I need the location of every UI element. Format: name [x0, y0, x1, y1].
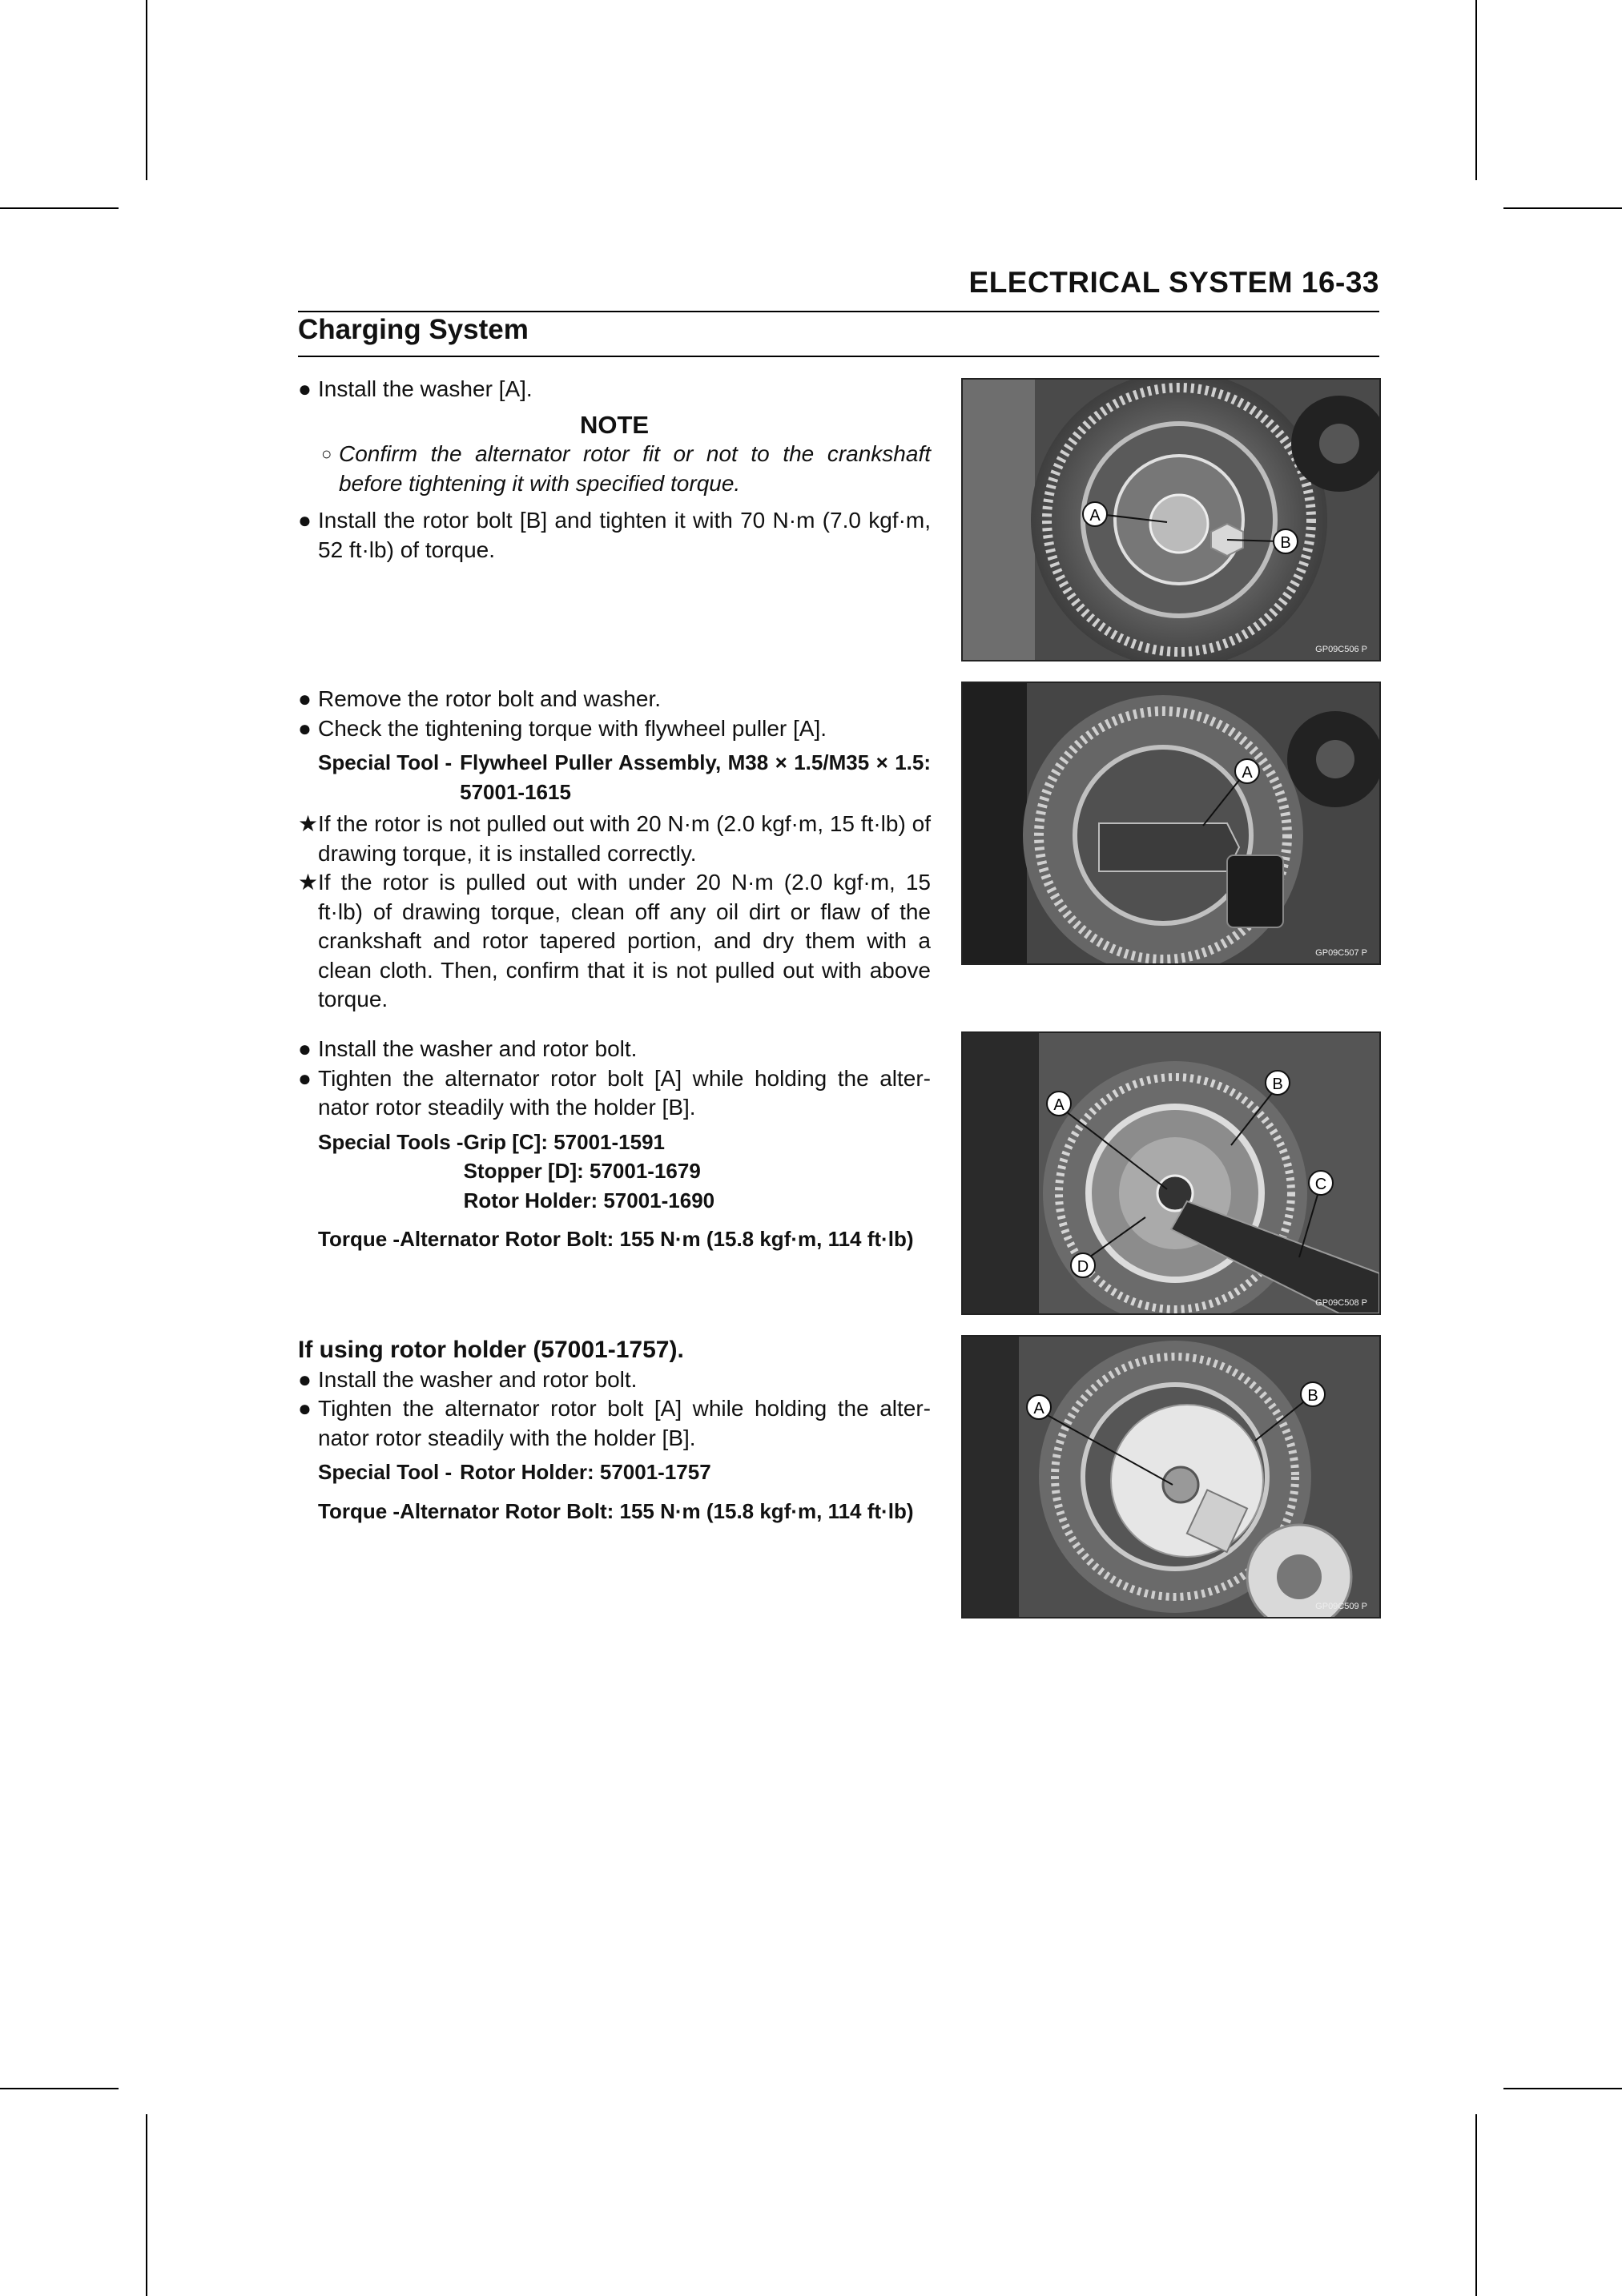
- crop-mark: [1503, 207, 1622, 209]
- step-rotor-holder-alt: [298, 1336, 931, 1526]
- list-item: [298, 714, 931, 744]
- callout-label: A: [1242, 764, 1253, 782]
- bullet-icon: ●: [298, 686, 312, 711]
- circle-bullet-icon: ○: [321, 444, 332, 464]
- bullet-icon: ●: [298, 1036, 312, 1061]
- special-tool-line: Rotor Holder: 57001-1690: [463, 1188, 715, 1212]
- item-text: Install the washer and rotor bolt.: [318, 1366, 638, 1392]
- chapter-title: ELECTRICAL SYSTEM 16-33: [968, 266, 1379, 299]
- item-text: Install the rotor bolt [B] and tighten it with 70 N·m (7.0 kgf·m, 52 ft·lb) of torque.: [318, 508, 931, 562]
- callout-label: C: [1314, 1176, 1327, 1193]
- item-text: Tighten the alternator rotor bolt [A] while holding the alter-nator rotor steadily with the holder [B].: [318, 1065, 931, 1120]
- list-item: [298, 1394, 931, 1453]
- item-text: If the rotor is not pulled out with 20 N·m (2.0 kgf·m, 15 ft·lb) of drawing torque, it is installed correctly.: [318, 811, 931, 866]
- item-text: Install the washer and rotor bolt.: [318, 1036, 638, 1061]
- item-text: If the rotor is pulled out with under 20 N·m (2.0 kgf·m, 15 ft·lb) of drawing torque, clean off any oil dirt or flaw of the crankshaft and rotor tapered portion, and dry them with a clean cloth. Then, confirm that it is not pulled out with above torque.: [318, 870, 931, 1011]
- figure-flywheel-puller: [961, 682, 1381, 965]
- special-tools-list: [464, 1128, 931, 1216]
- figure-grip-stopper: [961, 1031, 1381, 1315]
- figure-code: GP09C508 P: [1315, 1298, 1367, 1308]
- header-rule: [298, 311, 1379, 312]
- list-item: [298, 375, 931, 404]
- list-item: [298, 1365, 931, 1395]
- note-text: Confirm the alternator rotor fit or not to the crankshaft before tightening it with specified torque.: [339, 441, 931, 496]
- list-item: [298, 868, 931, 1015]
- bullet-icon: ●: [298, 1065, 312, 1091]
- special-tool: [318, 1458, 931, 1487]
- item-text: Remove the rotor bolt and washer.: [318, 686, 662, 711]
- callout-label: A: [1053, 1096, 1065, 1114]
- section-rule: [298, 356, 1379, 357]
- special-tool-value: Rotor Holder: 57001-1757: [460, 1460, 711, 1484]
- callout-label: A: [1089, 507, 1101, 525]
- crop-mark: [146, 2114, 147, 2296]
- step-check-torque: [298, 685, 931, 1015]
- engine-photo: [963, 1337, 1379, 1617]
- callout-label: B: [1307, 1387, 1318, 1405]
- step-install-washer: [298, 375, 931, 565]
- special-tool-line: Stopper [D]: 57001-1679: [463, 1159, 701, 1183]
- bullet-icon: ●: [298, 508, 312, 533]
- torque-spec: [318, 1224, 931, 1254]
- engine-photo: [963, 380, 1379, 660]
- item-text: Check the tightening torque with flywheel puller [A].: [318, 715, 827, 741]
- torque-label: Torque -: [318, 1227, 400, 1251]
- bullet-icon: ●: [298, 1366, 312, 1392]
- step-tighten-with-grip: [298, 1035, 931, 1254]
- note-item: [298, 440, 931, 498]
- crop-mark: [1503, 2088, 1622, 2089]
- torque-spec: [318, 1497, 931, 1526]
- special-tool-label: Special Tool -: [318, 1460, 453, 1484]
- crop-mark: [0, 207, 119, 209]
- figure-code: GP09C509 P: [1315, 1602, 1367, 1611]
- sub-heading: If using rotor holder (57001-1757).: [298, 1337, 684, 1363]
- engine-photo: [963, 683, 1379, 963]
- item-text: Install the washer [A].: [318, 376, 533, 401]
- list-item: [298, 1035, 931, 1064]
- item-text: Tighten the alternator rotor bolt [A] while holding the alter-nator rotor steadily with the holder [B].: [318, 1396, 931, 1450]
- figure-code: GP09C507 P: [1315, 948, 1367, 958]
- bullet-icon: ●: [298, 376, 312, 401]
- engine-photo: [963, 1033, 1379, 1313]
- special-tool-label: Special Tool -: [318, 750, 453, 774]
- bullet-icon: ●: [298, 1396, 312, 1421]
- special-tools: [318, 1128, 931, 1216]
- crop-mark: [146, 0, 147, 180]
- note-title: NOTE: [579, 410, 650, 439]
- bullet-icon: ●: [298, 715, 312, 741]
- torque-label: Torque -: [318, 1498, 400, 1523]
- crop-mark: [1475, 2114, 1477, 2296]
- star-icon: ★: [298, 870, 319, 895]
- figure-code: GP09C506 P: [1315, 645, 1367, 654]
- list-item: [298, 506, 931, 565]
- figure-rotor-holder: [961, 1335, 1381, 1618]
- callout-label: A: [1033, 1400, 1044, 1417]
- figure-washer-rotor-bolt: [961, 378, 1381, 661]
- list-item: [298, 1064, 931, 1123]
- list-item: [298, 685, 931, 714]
- special-tool-value: Flywheel Puller Assembly, M38 × 1.5/M35 × 1.5: 57001-1615: [460, 750, 931, 804]
- list-item: [298, 810, 931, 868]
- section-title: Charging System: [298, 314, 529, 345]
- crop-mark: [1475, 0, 1477, 180]
- special-tool: [318, 748, 931, 806]
- special-tool-line: Grip [C]: 57001-1591: [463, 1129, 666, 1154]
- star-icon: ★: [298, 811, 319, 836]
- callout-label: B: [1272, 1076, 1283, 1093]
- callout-label: B: [1280, 534, 1291, 552]
- callout-label: D: [1077, 1258, 1089, 1276]
- torque-value: Alternator Rotor Bolt: 155 N·m (15.8 kgf·m, 114 ft·lb): [400, 1498, 914, 1523]
- crop-mark: [0, 2088, 119, 2089]
- torque-value: Alternator Rotor Bolt: 155 N·m (15.8 kgf·m, 114 ft·lb): [400, 1227, 914, 1251]
- special-tools-label: Special Tools -: [318, 1129, 464, 1154]
